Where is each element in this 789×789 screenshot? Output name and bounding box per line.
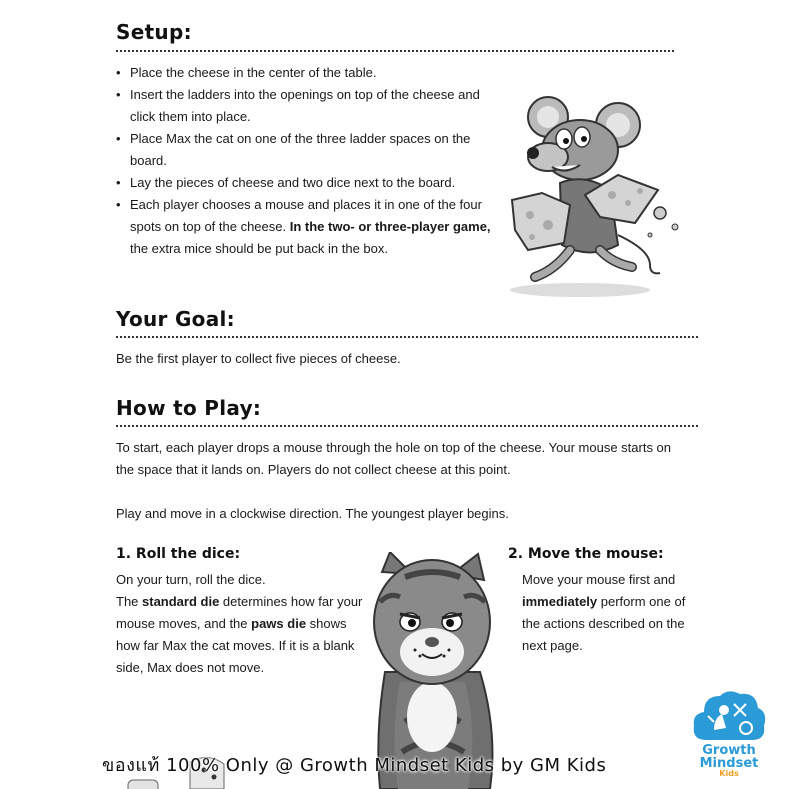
- how-to-play-heading: How to Play:: [116, 396, 262, 420]
- watermark-text: ของแท้ 100% Only @ Growth Mindset Kids by GM Kids: [102, 755, 607, 776]
- roll-part-b: determines how far your mouse moves, and the: [116, 594, 363, 631]
- move-part-b: perform one of the actions described on the next page.: [522, 594, 686, 653]
- setup-bullet-4: • Lay the pieces of cheese and two dice next to the board.: [116, 172, 506, 194]
- move-part-a: Move your mouse first and: [522, 572, 676, 587]
- move-text: [522, 569, 697, 657]
- cloud-logo-icon: [690, 688, 768, 746]
- how-to-play-divider: [116, 425, 698, 427]
- setup-bullet-5-bold: In the two- or three-player game,: [289, 219, 491, 234]
- setup-bullet-5: [116, 194, 506, 260]
- how-to-play-intro: To start, each player drops a mouse through the hole on top of the cheese. Your mouse starts on the space that it lands on. Players do not collect cheese at this point.: [116, 440, 672, 477]
- setup-bullet-3: • Place Max the cat on one of the three ladder spaces on the board.: [116, 128, 506, 172]
- roll-heading: 1. Roll the dice:: [116, 546, 241, 562]
- goal-heading: Your Goal:: [116, 307, 235, 331]
- mouse-with-cheese-illustration: [500, 95, 700, 300]
- logo-word-kids: Kids: [719, 769, 739, 778]
- setup-bullet-1: • Place the cheese in the center of the table.: [116, 62, 506, 84]
- setup-bullet-5-tail: the extra mice should be put back in the box.: [130, 241, 388, 256]
- logo-word-mindset: Mindset: [699, 756, 759, 771]
- move-heading: 2. Move the mouse:: [508, 546, 664, 562]
- goal-divider: [116, 336, 698, 338]
- roll-bold-standard-die: standard die: [142, 594, 220, 609]
- how-to-play-order: Play and move in a clockwise direction. The youngest player begins.: [116, 506, 509, 521]
- setup-bullet-5-text: Each player chooses a mouse and places it in one of the four spots on top of the cheese.: [130, 197, 482, 234]
- move-bold-immediately: immediately: [522, 594, 598, 609]
- roll-bold-paws-die: paws die: [251, 616, 307, 631]
- roll-line-1: On your turn, roll the dice.: [116, 572, 266, 587]
- growth-mindset-logo: [690, 688, 768, 780]
- logo-word-growth: Growth: [702, 743, 756, 758]
- roll-text: [116, 569, 371, 679]
- setup-heading: Setup:: [116, 20, 192, 44]
- setup-list: [116, 62, 506, 260]
- goal-text: Be the first player to collect five pieces of cheese.: [116, 351, 401, 366]
- setup-bullet-2: • Insert the ladders into the openings on top of the cheese and click them into place.: [116, 84, 506, 128]
- setup-divider: [116, 50, 674, 52]
- roll-part-c: shows how far Max the cat moves. If it is a blank side, Max does not move.: [116, 616, 355, 675]
- roll-part-a: The: [116, 594, 143, 609]
